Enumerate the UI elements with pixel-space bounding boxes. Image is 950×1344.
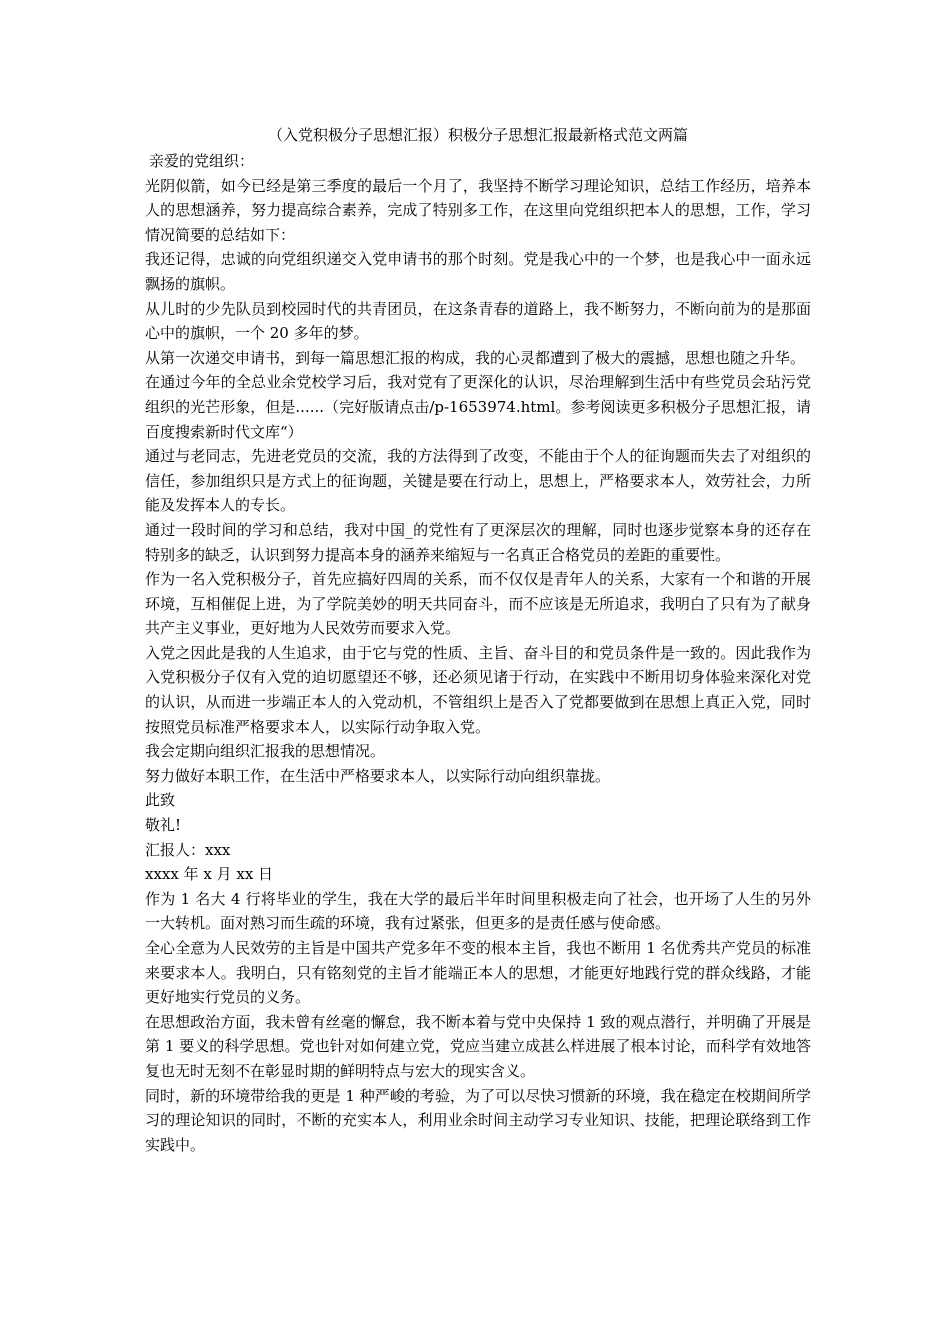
document-page	[145, 123, 811, 1157]
paragraph: 作为 1 名大 4 行将毕业的学生，我在大学的最后半年时间里积极走向了社会，也开场了人生的另外一大转机。面对熟习而生疏的环境，我有过紧张，但更多的是责任感与使命感。	[145, 889, 811, 933]
date-line: xxxx 年 x 月 xx 日	[145, 865, 274, 884]
salutation: 亲爱的党组织：	[149, 152, 255, 170]
paragraph: 从第一次递交申请书，到每一篇思想汇报的构成，我的心灵都遭到了极大的震撼，思想也随之升华。	[145, 348, 806, 367]
paragraph: 作为一名入党积极分子，首先应搞好四周的关系，而不仅仅是青年人的关系，大家有一个和谐的开展环境，互相催促上进，为了学院美妙的明天共同奋斗，而不应该是无所追求，我明白了只有为了献身共产主义事业，更好地为人民效劳而要求入党。	[145, 570, 811, 638]
paragraph: 我会定期向组织汇报我的思想情况。	[145, 742, 386, 761]
paragraph: 同时，新的环境带给我的更是 1 种严峻的考验，为了可以尽快习惯新的环境，我在稳定在校期间所学习的理论知识的同时，不断的充实本人，利用业余时间主动学习专业知识、技能，把理论联络到工作实践中。	[145, 1086, 811, 1154]
document-title: （入党积极分子思想汇报）积极分子思想汇报最新格式范文两篇	[267, 126, 688, 144]
paragraph: 光阴似箭，如今已经是第三季度的最后一个月了，我坚持不断学习理论知识，总结工作经历，培养本人的思想涵养，努力提高综合素养，完成了特别多工作，在这里向党组织把本人的思想，工作，学习情况简要的总结如下：	[145, 176, 811, 244]
paragraph: 我还记得，忠诚的向党组织递交入党申请书的那个时刻。党是我心中的一个梦，也是我心中一面永远飘扬的旗帜。	[145, 250, 811, 293]
paragraph: 在思想政治方面，我未曾有丝毫的懈怠，我不断本着与党中央保持 1 致的观点潜行，并明确了开展是第 1 要义的科学思想。党也针对如何建立党，党应当建立成甚么样进展了根本讨论，而科学有效地答复也无时无刻不在彰显时期的鲜明特点与宏大的现实含义。	[145, 1012, 811, 1080]
paragraph: 通过一段时间的学习和总结，我对中国_的党性有了更深层次的理解，同时也逐步觉察本身的还存在特别多的缺乏，认识到努力提高本身的涵养来缩短与一名真正合格党员的差距的重要性。	[145, 520, 811, 564]
paragraph: 入党之因此是我的人生追求，由于它与党的性质、主旨、奋斗目的和党员条件是一致的。因此我作为入党积极分子仅有入党的迫切愿望还不够，还必须见诸于行动，在实践中不断用切身体验来深化对党的认识，从而进一步端正本人的入党动机，不管组织上是否入了党都要做到在思想上真正入党，同时按照党员标准严格要求本人，以实际行动争取入党。	[145, 643, 811, 736]
paragraph: 从儿时的少先队员到校园时代的共青团员，在这条青春的道路上，我不断努力，不断向前为的是那面心中的旗帜，一个 20 多年的梦。	[145, 299, 811, 343]
paragraph: 通过与老同志，先进老党员的交流，我的方法得到了改变，不能由于个人的征询题而失去了对组织的信任，参加组织只是方式上的征询题，关键是要在行动上，思想上，严格要求本人，效劳社会，力所能及发挥本人的专长。	[145, 447, 811, 515]
paragraph: 全心全意为人民效劳的主旨是中国共产党多年不变的根本主旨，我也不断用 1 名优秀共产党员的标准来要求本人。我明白，只有铭刻党的主旨才能端正本人的思想，才能更好地践行党的群众线路，才能更好地实行党员的义务。	[145, 939, 811, 1007]
closing-salute: 敬礼!	[145, 816, 182, 835]
paragraph: 在通过今年的全总业余党校学习后，我对党有了更深化的认识，尽治理解到生活中有些党员会玷污党组织的光芒形象，但是......（完好版请点击/p-1653974.html。参考阅读更多积极分子思想汇报，请百度搜索新时代文库“）	[145, 373, 811, 441]
reporter-line: 汇报人：xxx	[145, 840, 231, 859]
closing-line: 此致	[145, 791, 176, 810]
paragraph: 努力做好本职工作，在生活中严格要求本人，以实际行动向组织靠拢。	[145, 766, 611, 785]
